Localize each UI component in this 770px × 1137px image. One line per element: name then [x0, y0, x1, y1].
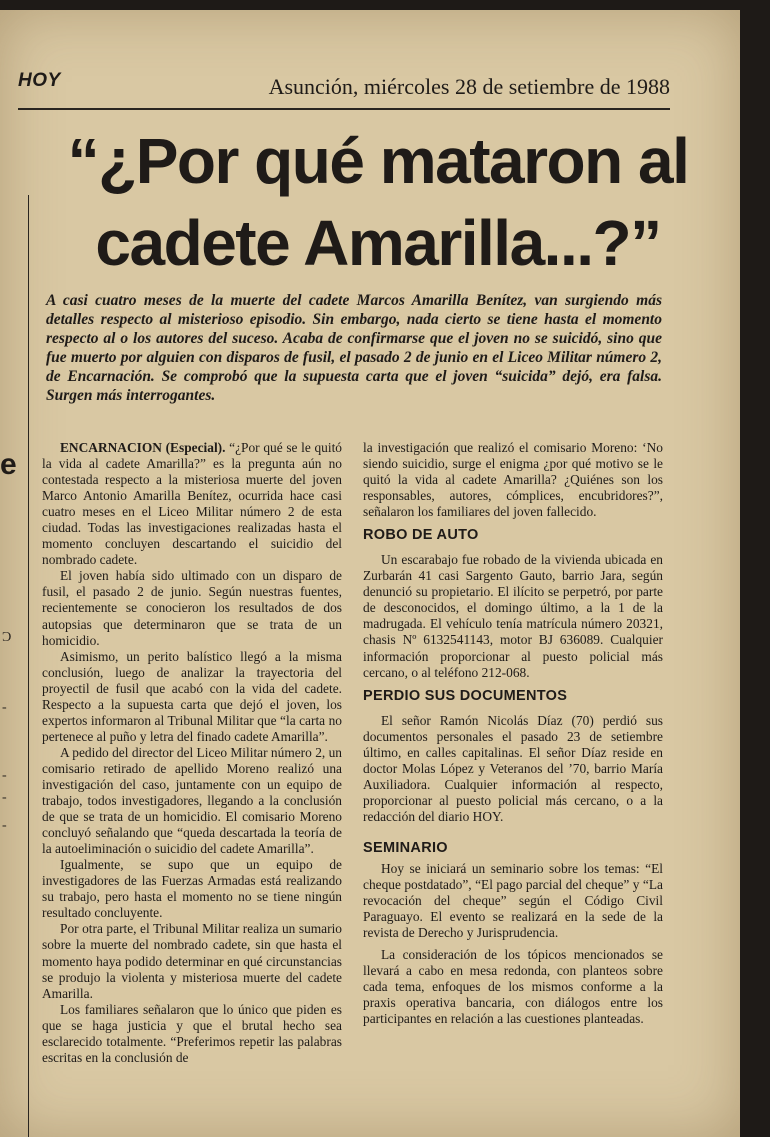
article-paragraph: Por otra parte, el Tribunal Militar realiza un sumario sobre la muerte del nombrado cadete, sin que hasta el momento haya podido determinar en qué circunstancias se produjo la violenta y misteriosa muerte del cadete Amarilla.: [42, 921, 342, 1001]
adjacent-column-border: [0, 195, 29, 1137]
article-paragraph: Un escarabajo fue robado de la vivienda ubicada en Zurbarán 41 casi Sargento Gauto, barrio Jara, según denunció su propietario. El ilícito se perpetró, por parte de desconocidos, el domingo último, a la 1 de la madrugada. El vehículo tenía matrícula número 20321, chasis Nº 6132541143, motor BJ 636089. Cualquier información proporcionar al puesto policial más cercano, o al teléfono 212-068.: [363, 552, 663, 680]
article-column-2: [363, 440, 663, 1027]
article-paragraph: Los familiares señalaron que lo único que piden es que se haga justicia y que el brutal hecho sea esclarecido totalmente. “Preferimos repetir las palabras escritas en la conclusión de: [42, 1001, 342, 1065]
adjacent-column-fragment: Ɔ: [2, 630, 12, 645]
article-paragraph: Igualmente, se supo que un equipo de investigadores de las Fuerzas Armadas está realizando su trabajo, pero hasta el momento no se tiene ningún resultado concluyente.: [42, 857, 342, 921]
subheading-robo-de-auto: ROBO DE AUTO: [363, 527, 479, 544]
article-paragraph: Hoy se iniciará un seminario sobre los temas: “El cheque postdatado”, “El pago parcial del cheque” y “La revocación del cheque” según el Código Civil Paraguayo. El evento se realizará en la sede de la revista de Derecho y Jurisprudencia.: [363, 860, 663, 941]
subheading-perdio-sus-documentos: PERDIO SUS DOCUMENTOS: [363, 687, 568, 704]
article-column-1: [42, 440, 342, 1066]
lead-paragraph: A casi cuatro meses de la muerte del cadete Marcos Amarilla Benítez, van surgiendo más detalles respecto al misterioso episodio. Sin embargo, nada cierto se tiene hasta el momento respecto al o los autores del suceso. Acaba de confirmarse que el joven no se suicidó, sino que fue muerto por alguien con disparos de fusil, el pasado 2 de junio en el Liceo Militar número 2, de Encarnación. Se comprobó que la supuesta carta que el joven “suicida” dejó, era falsa. Surgen más interrogantes.: [46, 292, 662, 404]
headline: “¿Por qué mataron al cadete Amarilla...?”: [67, 125, 689, 279]
dateline: Asunción, miércoles 28 de setiembre de 1988: [268, 74, 670, 99]
adjacent-column-fragment: -: [2, 700, 7, 715]
masthead-logo: HOY: [18, 70, 61, 91]
adjacent-column-fragment: -: [2, 790, 7, 805]
adjacent-column-fragment: -: [2, 768, 7, 783]
article-paragraph: ENCARNACION (Especial). “¿Por qué se le quitó la vida al cadete Amarilla?” es la pregunta aún no contestada respecto a la misteriosa muerte del joven Marco Antonio Amarilla Benítez, ocurrida hace casi cuatro meses en el Liceo Militar número 2 de esta ciudad. Todas las investigaciones realizadas hasta el momento concluyen descartando el suicidio del nombrado cadete.: [42, 440, 343, 568]
subheading-seminario: SEMINARIO: [363, 839, 448, 856]
article-paragraph: La consideración de los tópicos mencionados se llevará a cabo en mesa redonda, con planteos sobre cada tema, enfoques de los mismos conforme a la praxis operativa bancaria, con diálogos entre los participantes en relación a las cuestiones planteadas.: [363, 947, 663, 1027]
adjacent-column-letter: e: [0, 448, 17, 481]
article-paragraph: la investigación que realizó el comisario Moreno: ‘No siendo suicidio, surge el enigma ¿por qué motivo se le quitó la vida al cadete Amarilla? ¿Quiénes son los responsables, autores, cómplices, encubridores?”, señalaron los familiares del joven fallecido.: [363, 440, 663, 520]
adjacent-column-fragment: -: [2, 818, 7, 833]
article-paragraph: Asimismo, un perito balístico llegó a la misma conclusión, luego de analizar la trayectoria del proyectil de fusil que acabó con la vida del cadete. Respecto a la supuesta carta que dejó el joven, los expertos informaron al Tribunal Militar que “la carta no pertenece al puño y letra del finado cadete Amarilla”.: [42, 648, 342, 744]
header-rule: [18, 108, 670, 110]
dateline-tag: ENCARNACION (Especial).: [60, 440, 226, 455]
article-paragraph: El joven había sido ultimado con un disparo de fusil, el pasado 2 de junio. Según nuestras fuentes, recientemente se conocieron los resultados de dos autopsias que determinaron que se trata de un homicidio.: [42, 568, 342, 648]
article-paragraph: El señor Ramón Nicolás Díaz (70) perdió sus documentos personales el pasado 23 de setiembre último, en calles capitalinas. El señor Díaz reside en doctor Molas López y Veteranos del ’70, barrio María Auxiliadora. Cualquier información al respecto, proporcionar al puesto policial más cercano, o a la redacción del diario HOY.: [363, 712, 663, 824]
article-paragraph: A pedido del director del Liceo Militar número 2, un comisario retirado de apellido Moreno realizó una investigación del caso, juntamente con un equipo de trabajo, todos investigadores, llegando a la conclusión de que se trata de un homicidio. El comisario Moreno concluyó señalando que “queda descartada la teoría de la autoeliminación o suicidio del cadete Amarilla”.: [42, 744, 342, 857]
